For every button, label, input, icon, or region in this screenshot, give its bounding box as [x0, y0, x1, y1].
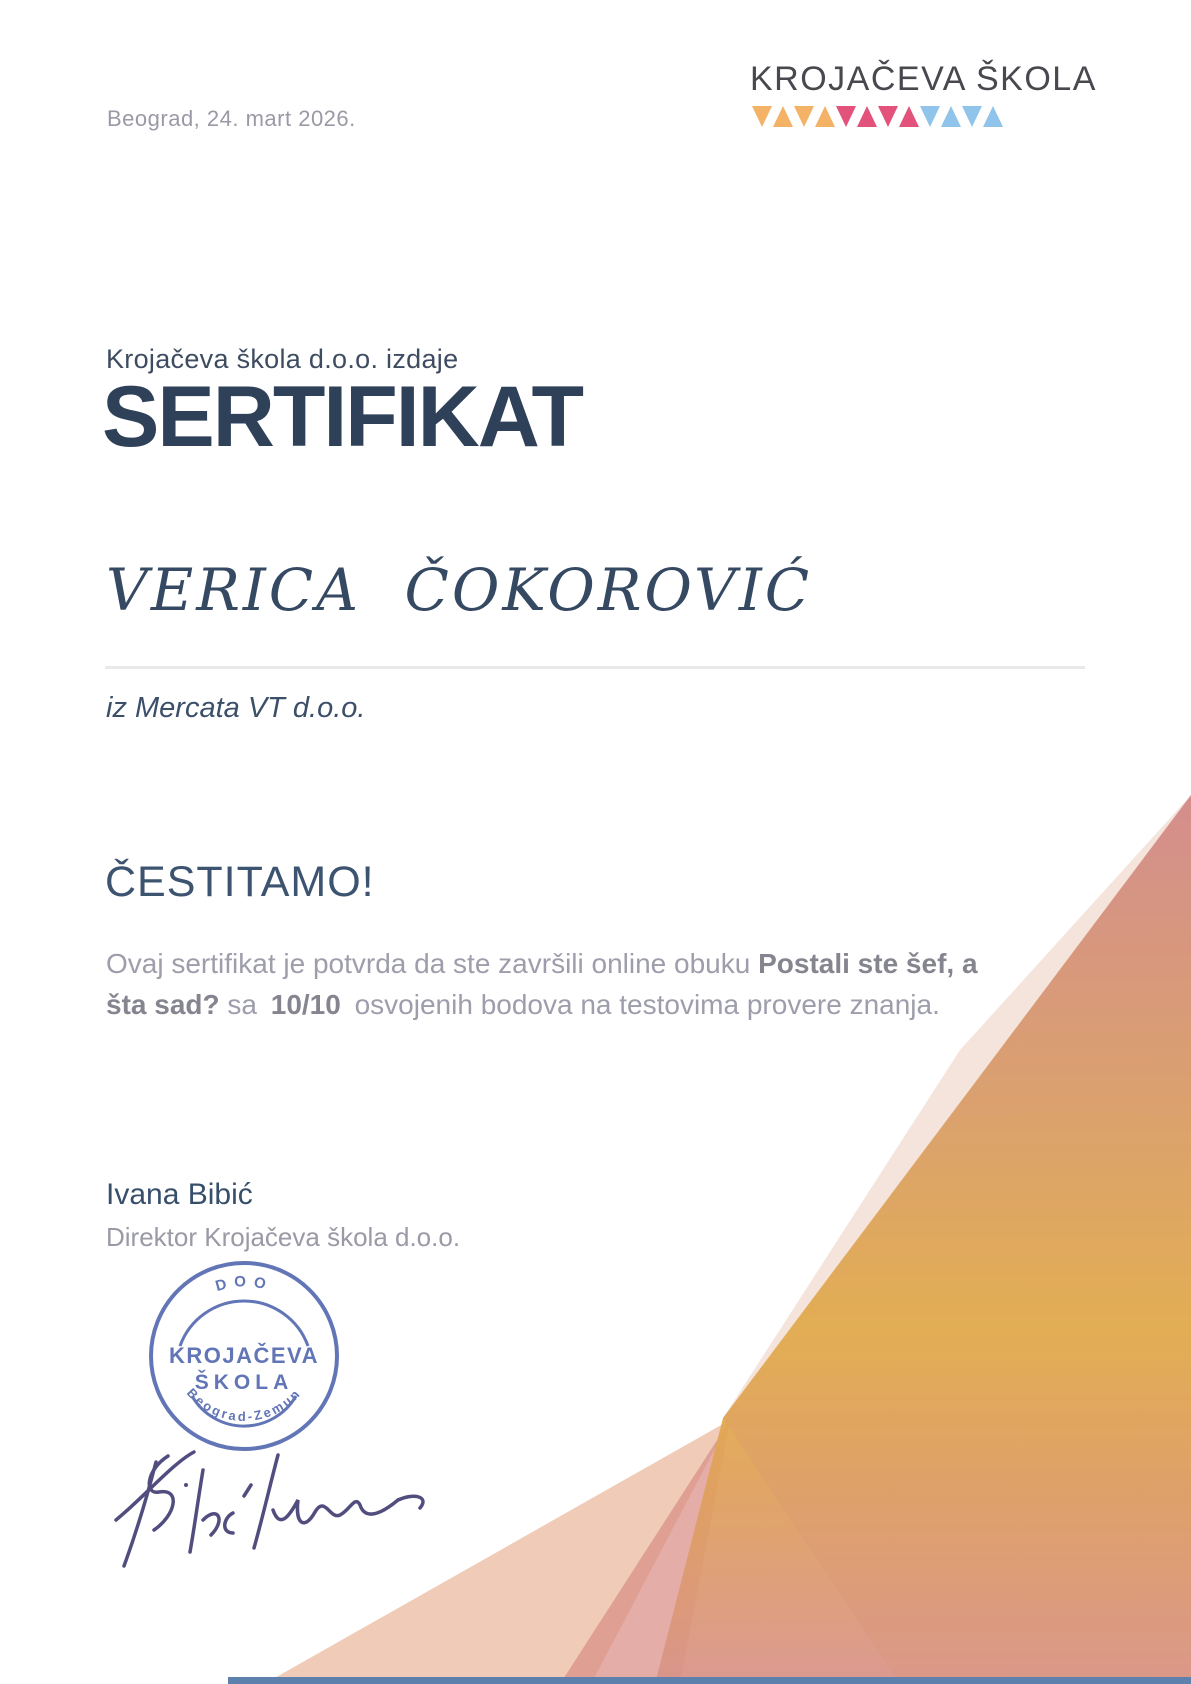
certificate-title: SERTIFIKAT [102, 369, 583, 465]
bottom-blue-bar [228, 1677, 1191, 1684]
stamp-center-line1: KROJAČEVA [168, 1343, 320, 1368]
recipient-company: iz Mercata VT d.o.o. [106, 692, 366, 724]
issuer-line: Krojačeva škola d.o.o. izdaje [106, 344, 459, 374]
school-logo-text: KROJAČEVA ŠKOLA [750, 60, 1097, 98]
body-text-part1: Ovaj sertifikat je potvrda da ste završili online obuku [106, 948, 759, 979]
stamp-upper-arc [180, 1301, 308, 1346]
stamp-bottom-text: Beograd-Zemun [183, 1385, 305, 1424]
handwritten-signature [98, 1438, 438, 1588]
score-bold: 10/10 [270, 989, 341, 1020]
stamp-top-text: DOO [213, 1273, 275, 1295]
signer-title: Direktor Krojačeva škola d.o.o. [106, 1222, 461, 1252]
congrats-heading: ČESTITAMO! [105, 858, 375, 906]
name-underline [105, 666, 1085, 669]
signer-name: Ivana Bibić [106, 1178, 253, 1211]
body-text-part3: osvojenih bodova na testovima provere znanja. [346, 989, 940, 1020]
date-location: Beograd, 24. mart 2026. [107, 106, 356, 131]
certificate-body-text [106, 943, 1016, 1025]
body-text-part2: sa [219, 989, 265, 1020]
logo-triangle-band-icon [752, 106, 1090, 127]
school-logo [750, 60, 1097, 127]
recipient-name: VERICA ČOKOROVIĆ [106, 556, 813, 624]
stamp-center-line2: ŠKOLA [194, 1371, 294, 1394]
company-stamp [144, 1256, 344, 1456]
course-title-bold: Postali ste šef, a šta sad? [106, 948, 978, 1020]
